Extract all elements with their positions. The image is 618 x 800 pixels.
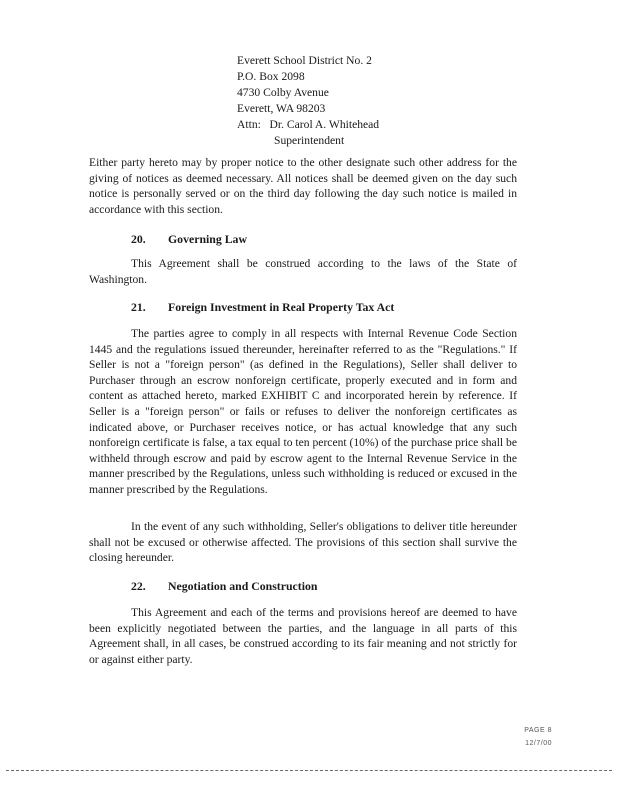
section-21-title: Foreign Investment in Real Property Tax Act xyxy=(168,300,395,314)
section-22-body: This Agreement and each of the terms and provisions hereof are deemed to have been explicitly negotiated between the parties, and the language in all parts of this Agreement shall, in all cases, be construed according to its fair meaning and not strictly for or against either party. xyxy=(89,606,517,666)
section-22-heading xyxy=(131,579,317,594)
section-20-body: This Agreement shall be construed according to the laws of the State of Washington. xyxy=(89,257,517,286)
address-line-4: Everett, WA 98203 xyxy=(237,102,326,115)
footer-date: 12/7/00 xyxy=(525,740,552,747)
section-20-title: Governing Law xyxy=(168,232,247,246)
address-block xyxy=(237,53,379,149)
section-21-body-1: The parties agree to comply in all respects with Internal Revenue Code Section 1445 and the regulations issued thereunder, hereinafter referred to as the "Regulations." If Seller is not a "foreign person" (as defined in the Regulations), Seller shall deliver to Purchaser through an escrow nonforeign certificate, properly executed and in form and content as attached hereto, marked EXHIBIT C and incorporated herein by reference. If Seller is a "foreign person" or fails or refuses to deliver the nonforeign certificates as indicated above, or Purchaser receives notice, or has actual knowledge that any such nonforeign certificate is false, a tax equal to ten percent (10%) of the purchase price shall be withheld through escrow and paid by escrow agent to the Internal Revenue Service in the manner prescribed by the Regulations, unless such withholding is reduced or excused in the manner prescribed by the Regulations. xyxy=(89,327,517,496)
notice-paragraph: Either party hereto may by proper notice to the other designate such other address for the giving of notices as deemed necessary. All notices shall be deemed given on the day such notice is personally served or on the third day following the day such notice is mailed in accordance with this section. xyxy=(89,156,517,216)
address-line-3: 4730 Colby Avenue xyxy=(237,86,329,99)
page-number: PAGE 8 xyxy=(524,727,552,734)
address-line-1: Everett School District No. 2 xyxy=(237,54,372,67)
section-21-number: 21. xyxy=(131,300,146,314)
section-20-heading xyxy=(131,232,247,247)
address-line-6: Superintendent xyxy=(274,134,345,147)
section-22-title: Negotiation and Construction xyxy=(168,579,318,593)
address-line-5: Attn: Dr. Carol A. Whitehead xyxy=(237,118,380,131)
section-20-number: 20. xyxy=(131,232,146,246)
section-22-number: 22. xyxy=(131,579,146,593)
address-line-2: P.O. Box 2098 xyxy=(237,70,305,83)
scan-edge-line xyxy=(6,770,612,771)
section-21-heading xyxy=(131,300,394,315)
section-21-body-2: In the event of any such withholding, Seller's obligations to deliver title hereunder shall not be excused or otherwise affected. The provisions of this section shall survive the closing hereunder. xyxy=(89,520,517,565)
